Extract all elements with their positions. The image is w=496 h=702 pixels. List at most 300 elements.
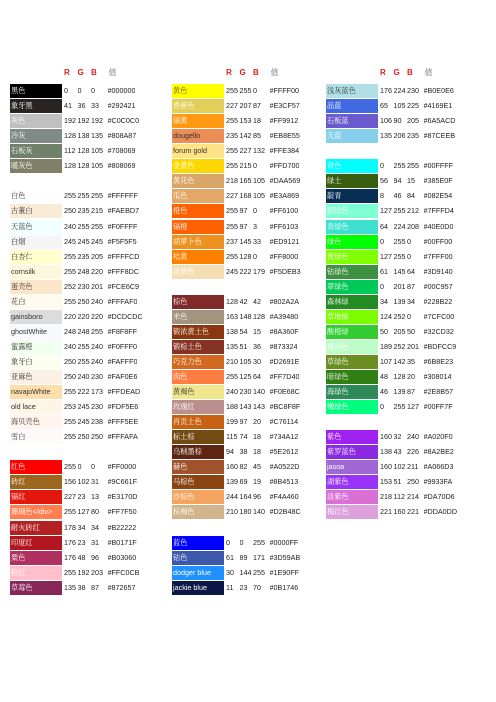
value-b: 230	[91, 402, 103, 412]
value-r: 0	[380, 236, 384, 246]
value-hex: #8A360F	[269, 326, 299, 336]
color-row	[326, 189, 486, 203]
value-g: 148	[239, 311, 252, 321]
value-hex: #DA70D6	[423, 492, 455, 502]
color-swatch-name: 钴绿色	[326, 265, 378, 279]
value-g: 248	[77, 266, 90, 276]
color-row	[10, 551, 170, 565]
value-hex: #8B4513	[269, 477, 299, 487]
color-swatch-name: 海贝壳色	[10, 415, 62, 429]
color-swatch-name: 棕色	[172, 295, 224, 309]
value-b: 225	[407, 101, 419, 110]
value-hex: #A020F0	[423, 432, 453, 442]
color-row	[326, 204, 486, 218]
color-row	[10, 250, 170, 264]
color-swatch-name: 马棕色	[172, 475, 224, 489]
value-g: 206	[393, 131, 406, 141]
color-swatch-name: 石板蓝	[326, 114, 378, 128]
color-row	[172, 566, 332, 580]
value-g: 192	[77, 567, 90, 577]
value-r: 127	[380, 206, 392, 216]
color-swatch-name: 浅灰蓝色	[326, 84, 378, 98]
value-r: 176	[64, 537, 76, 547]
color-swatch-name: 暗绿色	[326, 370, 378, 384]
header-g: G	[77, 68, 84, 77]
value-r: 106	[380, 116, 392, 126]
color-swatch-name: 镉红	[10, 490, 62, 504]
value-r: 138	[380, 447, 392, 457]
value-b: 20	[407, 371, 415, 381]
value-r: 250	[64, 206, 76, 216]
value-g: 160	[393, 507, 406, 517]
value-g: 245	[77, 417, 90, 427]
value-hex: #00FFFF	[423, 161, 454, 171]
value-g: 128	[393, 371, 406, 381]
value-r: 153	[380, 477, 392, 487]
value-g: 142	[239, 131, 252, 141]
value-r: 0	[380, 161, 384, 171]
value-g: 89	[239, 552, 248, 562]
color-swatch-name: 粉红	[10, 566, 62, 580]
value-hex: #FFFF00	[269, 86, 300, 95]
value-g: 168	[239, 191, 252, 201]
color-row	[326, 460, 486, 474]
color-swatch-name: 白杏仁	[10, 250, 62, 264]
value-g: 227	[239, 146, 252, 156]
value-b: 226	[407, 447, 419, 457]
color-row	[172, 250, 332, 264]
color-row	[10, 460, 170, 474]
value-g: 139	[393, 387, 406, 396]
value-r: 240	[226, 387, 238, 396]
value-g: 23	[77, 492, 86, 502]
value-r: 189	[380, 341, 392, 351]
value-r: 156	[64, 477, 76, 487]
value-r: 252	[64, 281, 76, 291]
color-swatch-name: 乌贼墨棕	[172, 445, 224, 459]
color-swatch-name: 绿土	[326, 174, 378, 188]
value-hex: #F0FFFF	[107, 221, 138, 231]
value-g: 43	[393, 447, 402, 457]
color-row	[326, 385, 486, 399]
value-r: 160	[380, 432, 392, 442]
value-b: 255	[91, 191, 103, 201]
value-hex: #FF7F50	[107, 507, 137, 517]
value-g: 250	[77, 432, 90, 442]
value-hex: #C0C0C0	[107, 116, 140, 126]
value-g: 248	[77, 326, 90, 336]
value-r: 255	[64, 296, 76, 306]
value-b: 215	[91, 206, 103, 216]
value-hex: #BDFCC9	[423, 341, 457, 351]
value-g: 128	[77, 146, 90, 156]
value-g: 145	[239, 236, 252, 246]
value-hex: #A066D3	[423, 462, 454, 472]
color-swatch-name: cornsilk	[10, 265, 62, 279]
value-g: 139	[393, 296, 406, 306]
value-b: 0	[91, 462, 95, 472]
color-swatch-name: 黄色	[172, 84, 224, 98]
value-hex: #DDA0DD	[423, 507, 458, 517]
value-r: 139	[226, 477, 238, 487]
color-row	[326, 430, 486, 444]
color-row	[172, 84, 332, 98]
value-r: 178	[64, 522, 76, 532]
value-hex: #F5F5F5	[107, 236, 137, 246]
value-b: 235	[407, 131, 419, 141]
color-row	[10, 325, 170, 339]
color-swatch-name: 碧绿色	[326, 204, 378, 218]
value-g: 97	[239, 417, 248, 427]
value-r: 235	[226, 131, 238, 141]
value-b: 127	[407, 402, 419, 412]
value-b: 18	[253, 432, 261, 442]
value-b: 240	[407, 432, 419, 442]
value-g: 255	[77, 221, 90, 231]
value-g: 46	[393, 191, 402, 201]
value-g: 69	[239, 477, 248, 487]
color-row	[172, 295, 332, 309]
value-hex: #FDF5E6	[107, 402, 139, 412]
value-hex: #0000FF	[269, 537, 299, 547]
value-r: 115	[226, 432, 238, 442]
value-r: 255	[226, 371, 238, 381]
value-hex: #228B22	[423, 296, 453, 306]
value-b: 33	[253, 236, 261, 246]
value-g: 74	[239, 432, 248, 442]
value-hex: #FFF5EE	[107, 417, 139, 427]
value-g: 143	[239, 402, 252, 412]
color-swatch-name: 嫩绿色	[326, 400, 378, 414]
value-b: 35	[407, 356, 415, 366]
color-swatch-name: 淡黄色	[172, 265, 224, 279]
color-row	[326, 84, 486, 98]
color-swatch-name: 蓝色	[172, 536, 224, 550]
value-hex: #00C957	[423, 281, 453, 291]
value-r: 61	[226, 552, 234, 562]
color-row	[326, 505, 486, 519]
value-b: 230	[91, 371, 103, 381]
value-hex: #FFFFFF	[107, 191, 138, 201]
color-row	[172, 340, 332, 354]
color-row	[10, 220, 170, 234]
color-row	[326, 280, 486, 294]
color-row	[10, 385, 170, 399]
color-swatch-name: 花白	[10, 295, 62, 309]
value-g: 192	[77, 116, 90, 126]
value-hex: #8A2BE2	[423, 447, 454, 457]
color-row	[172, 415, 332, 429]
color-swatch-name: 印度红	[10, 536, 62, 550]
color-swatch-name: 米色	[172, 310, 224, 324]
value-hex: #FFE384	[269, 146, 300, 156]
value-r: 11	[226, 582, 234, 592]
value-b: 255	[91, 221, 103, 231]
color-swatch-name: 象牙白	[10, 355, 62, 369]
value-b: 105	[253, 176, 265, 186]
color-row	[172, 460, 332, 474]
color-swatch-name: 冷灰	[10, 129, 62, 143]
value-b: 143	[253, 402, 265, 412]
color-row	[10, 159, 170, 173]
color-swatch-name: 天蓝色	[10, 220, 62, 234]
value-hex: #32CD32	[423, 326, 454, 336]
value-hex: #4169E1	[423, 101, 453, 110]
color-row	[172, 144, 332, 158]
value-r: 0	[64, 86, 68, 95]
color-swatch-name: 翠绿色	[326, 280, 378, 294]
value-b: 87	[407, 281, 415, 291]
value-g: 125	[239, 371, 252, 381]
color-swatch-name: 紫罗蓝色	[326, 445, 378, 459]
value-b: 205	[91, 251, 103, 261]
color-row	[10, 84, 170, 98]
color-row	[10, 521, 170, 535]
value-g: 180	[239, 507, 252, 517]
value-g: 235	[77, 251, 90, 261]
value-b: 173	[91, 387, 103, 396]
value-r: 245	[226, 266, 238, 276]
color-swatch-name: 淡紫色	[326, 490, 378, 504]
color-swatch-name: 白色	[10, 189, 62, 203]
value-r: 30	[226, 567, 234, 577]
value-b: 34	[407, 296, 415, 306]
color-row	[172, 355, 332, 369]
color-row	[326, 220, 486, 234]
value-b: 132	[253, 146, 265, 156]
color-row	[326, 129, 486, 143]
color-row	[172, 99, 332, 113]
value-b: 171	[253, 552, 265, 562]
value-r: 210	[226, 356, 238, 366]
value-g: 164	[239, 492, 252, 502]
color-swatch-name: 梅红色	[326, 505, 378, 519]
value-hex: #9C661F	[107, 477, 138, 487]
value-g: 235	[77, 206, 90, 216]
value-b: 0	[253, 86, 257, 95]
value-b: 18	[253, 116, 261, 126]
value-r: 128	[64, 161, 76, 171]
color-row	[172, 310, 332, 324]
value-r: 160	[380, 462, 392, 472]
value-b: 140	[253, 387, 265, 396]
value-hex: #FFD700	[269, 161, 300, 171]
value-g: 97	[239, 206, 248, 216]
color-row	[10, 265, 170, 279]
value-g: 112	[393, 492, 405, 502]
color-row	[172, 235, 332, 249]
value-g: 128	[77, 161, 90, 171]
value-b: 212	[407, 206, 419, 216]
value-r: 227	[226, 101, 238, 110]
color-swatch-name: 蛋壳色	[10, 280, 62, 294]
value-r: 124	[380, 311, 392, 321]
value-r: 255	[226, 116, 238, 126]
value-hex: #808A87	[107, 131, 137, 141]
value-b: 31	[91, 537, 99, 547]
value-b: 105	[253, 191, 265, 201]
color-row	[326, 250, 486, 264]
value-g: 48	[77, 552, 86, 562]
header-b: B	[407, 68, 413, 77]
value-g: 205	[393, 326, 406, 336]
color-swatch-name: 标土棕	[172, 430, 224, 444]
value-g: 245	[77, 236, 90, 246]
value-b: 240	[91, 296, 103, 306]
value-r: 0	[226, 537, 230, 547]
color-row	[326, 370, 486, 384]
value-b: 31	[91, 477, 99, 487]
value-g: 201	[393, 281, 406, 291]
value-b: 33	[91, 101, 99, 110]
color-row	[326, 325, 486, 339]
value-g: 255	[393, 402, 406, 412]
value-g: 252	[393, 341, 406, 351]
value-hex: #A39480	[269, 311, 299, 321]
value-b: 245	[91, 236, 103, 246]
value-hex: #3D59AB	[269, 552, 301, 562]
value-r: 128	[64, 131, 76, 141]
value-hex: #3D9140	[423, 266, 453, 276]
value-g: 250	[77, 296, 90, 306]
value-hex: #FAF0E6	[107, 371, 138, 381]
value-r: 227	[226, 191, 238, 201]
color-row	[10, 415, 170, 429]
value-r: 227	[64, 492, 76, 502]
value-b: 250	[91, 432, 103, 442]
value-hex: #FFFAF0	[107, 296, 138, 306]
color-swatch-name: 赫色	[172, 460, 224, 474]
color-row	[172, 220, 332, 234]
value-g: 51	[239, 341, 248, 351]
value-g: 0	[77, 462, 82, 472]
value-b: 87	[407, 387, 415, 396]
color-swatch-name: 紫色	[326, 430, 378, 444]
color-row	[10, 400, 170, 414]
value-g: 165	[239, 176, 252, 186]
color-row	[172, 129, 332, 143]
value-g: 220	[77, 311, 90, 321]
value-r: 0	[380, 281, 384, 291]
value-r: 135	[380, 131, 392, 141]
value-r: 163	[226, 311, 238, 321]
value-g: 105	[239, 356, 252, 366]
color-swatch-name: 锻棕土色	[172, 340, 224, 354]
color-swatch-name: 棕褐色	[172, 505, 224, 519]
value-r: 240	[64, 341, 76, 351]
color-row	[10, 280, 170, 294]
value-r: 255	[64, 567, 76, 577]
color-row	[10, 340, 170, 354]
value-b: 0	[407, 251, 411, 261]
value-r: 220	[64, 311, 76, 321]
color-row	[326, 310, 486, 324]
color-row	[10, 581, 170, 595]
value-g: 255	[393, 161, 406, 171]
value-g: 255	[77, 191, 90, 201]
value-hex: #A0522D	[269, 462, 300, 472]
value-g: 105	[393, 101, 406, 110]
value-hex: #E3A869	[269, 191, 300, 201]
value-b: 214	[407, 492, 419, 502]
header-r: R	[380, 68, 386, 77]
value-r: 188	[226, 402, 238, 412]
color-swatch-name: 酸橙绿	[326, 325, 378, 339]
color-row	[10, 490, 170, 504]
value-b: 208	[407, 221, 419, 231]
value-g: 0	[77, 86, 82, 95]
value-hex: #FFC0CB	[107, 567, 140, 577]
value-g: 54	[239, 326, 248, 336]
value-b: 20	[253, 417, 261, 427]
value-b: 34	[91, 522, 99, 532]
value-b: 96	[91, 552, 99, 562]
value-r: 50	[380, 326, 388, 336]
value-r: 94	[226, 447, 234, 457]
color-swatch-name: 金黄色	[172, 159, 224, 173]
value-r: 253	[64, 402, 76, 412]
color-swatch-name: 亚麻色	[10, 370, 62, 384]
value-b: 220	[91, 266, 103, 276]
color-swatch-name: 石板灰	[10, 144, 62, 158]
value-hex: #7FFFD4	[423, 206, 454, 216]
value-b: 221	[407, 507, 419, 517]
color-row	[326, 159, 486, 173]
value-r: 237	[226, 236, 238, 246]
value-r: 176	[380, 86, 392, 95]
value-hex: #FF0000	[107, 462, 137, 472]
value-hex: #EB8E55	[269, 131, 300, 141]
color-swatch-name: 肖贡土色	[172, 415, 224, 429]
value-b: 255	[407, 161, 419, 171]
value-b: 135	[91, 131, 103, 141]
color-swatch-name: 靛青	[326, 189, 378, 203]
color-swatch-name: 森林绿	[326, 295, 378, 309]
color-swatch-name: 红色	[10, 460, 62, 474]
value-hex: #1E90FF	[269, 567, 300, 577]
value-g: 82	[239, 462, 248, 472]
value-hex: #385E0F	[423, 176, 453, 186]
color-swatch-name: 白烟	[10, 235, 62, 249]
color-row	[10, 235, 170, 249]
value-hex: #D2B48C	[269, 507, 301, 517]
color-swatch-name: 薄荷色	[326, 340, 378, 354]
color-row	[326, 235, 486, 249]
value-b: 205	[407, 116, 419, 126]
value-b: 179	[253, 266, 265, 276]
value-r: 135	[64, 582, 76, 592]
color-swatch-name: 瓜色	[172, 189, 224, 203]
value-r: 41	[64, 101, 72, 110]
value-r: 255	[226, 221, 238, 231]
value-r: 255	[64, 462, 76, 472]
color-row	[326, 295, 486, 309]
color-row	[10, 310, 170, 324]
value-b: 105	[91, 161, 103, 171]
value-r: 192	[64, 116, 76, 126]
color-swatch-name: dougello	[172, 129, 224, 143]
color-row	[10, 370, 170, 384]
value-r: 48	[380, 371, 388, 381]
value-r: 61	[380, 266, 388, 276]
value-g: 222	[77, 387, 90, 396]
color-swatch-name: navajoWhite	[10, 385, 62, 399]
value-b: 18	[253, 447, 261, 457]
value-hex: #40E0D0	[423, 221, 454, 231]
value-b: 64	[407, 266, 415, 276]
value-hex: #6B8E23	[423, 356, 454, 366]
value-hex: #082E54	[423, 191, 453, 201]
